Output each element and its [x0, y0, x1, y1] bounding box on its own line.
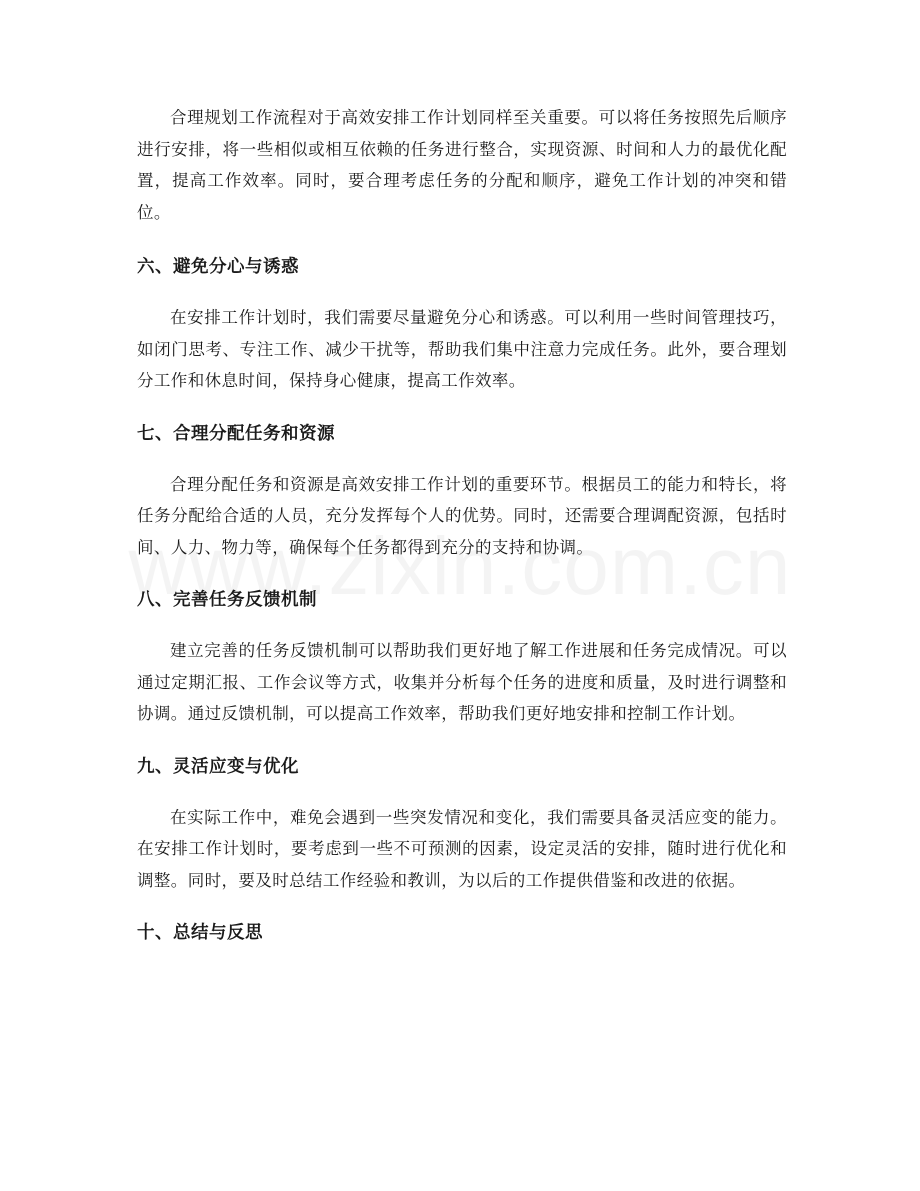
intro-paragraph: 合理规划工作流程对于高效安排工作计划同样至关重要。可以将任务按照先后顺序进行安排，将一些相似或相互依赖的任务进行整合，实现资源、时间和人力的最优化配置，提高工作效率。同时，要合理考虑任务的分配和顺序，避免工作计划的冲突和错位。: [137, 108, 787, 222]
section-heading-10: 十、总结与反思: [137, 923, 263, 943]
document-body: [137, 102, 787, 946]
section-heading-8: 八、完善任务反馈机制: [137, 590, 317, 610]
section-paragraph-9: 在实际工作中，难免会遇到一些突发情况和变化，我们需要具备灵活应变的能力。在安排工作计划时，要考虑到一些不可预测的因素，设定灵活的安排，随时进行优化和调整。同时，要及时总结工作经验和教训，为以后的工作提供借鉴和改进的依据。: [137, 807, 787, 890]
section-heading-6: 六、避免分心与诱惑: [137, 257, 299, 277]
section-paragraph-7: 合理分配任务和资源是高效安排工作计划的重要环节。根据员工的能力和特长，将任务分配给合适的人员，充分发挥每个人的优势。同时，还需要合理调配资源，包括时间、人力、物力等，确保每个任务都得到充分的支持和协调。: [137, 474, 787, 557]
section-paragraph-8: 建立完善的任务反馈机制可以帮助我们更好地了解工作进展和任务完成情况。可以通过定期汇报、工作会议等方式，收集并分析每个任务的进度和质量，及时进行调整和协调。通过反馈机制，可以提高工作效率，帮助我们更好地安排和控制工作计划。: [137, 641, 787, 723]
section-paragraph-6: 在安排工作计划时，我们需要尽量避免分心和诱惑。可以利用一些时间管理技巧，如闭门思考、专注工作、减少干扰等，帮助我们集中注意力完成任务。此外，要合理划分工作和休息时间，保持身心健康，提高工作效率。: [137, 308, 787, 390]
section-heading-7: 七、合理分配任务和资源: [137, 423, 335, 444]
section-heading-9: 九、灵活应变与优化: [137, 756, 299, 777]
